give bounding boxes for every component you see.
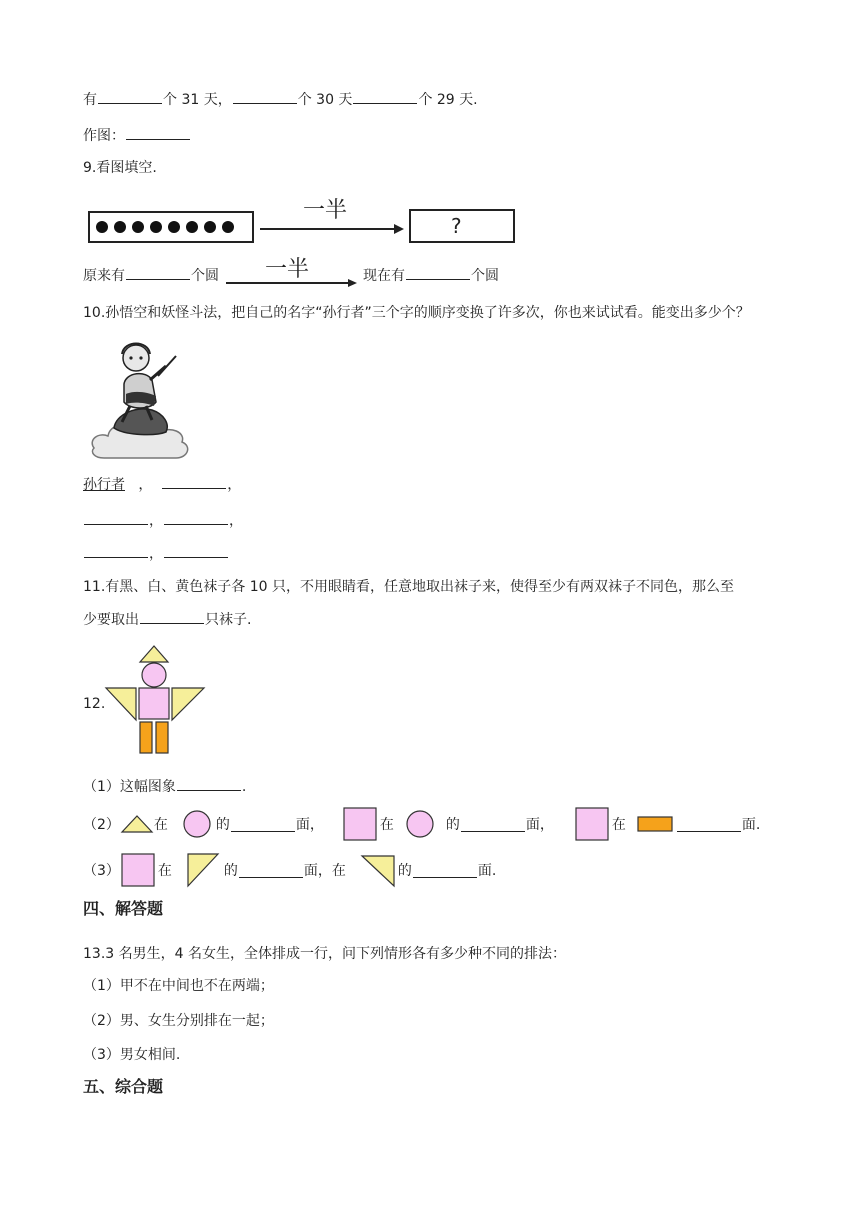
q10-given-answer: 孙行者 xyxy=(83,477,125,493)
square-icon xyxy=(120,852,158,888)
top-triangle-icon xyxy=(140,646,168,662)
q9-title: 9.看图填空. xyxy=(83,160,157,176)
orange-rectangle-icon xyxy=(636,814,676,834)
q12-part-3 xyxy=(83,852,496,888)
q9-blank-after[interactable] xyxy=(406,265,470,280)
q8-month-line xyxy=(83,89,478,110)
q12-2-side-2: 面， xyxy=(525,817,554,833)
q8-draw-blank[interactable] xyxy=(126,125,190,140)
q10-title: 10.孙悟空和妖怪斗法，把自己的名字“孙行者”三个字的顺序变换了许多次，你也来试试看。能变出多少个？ xyxy=(83,305,750,321)
left-triangle-icon xyxy=(360,852,398,888)
q10-comma-1: ， xyxy=(138,477,153,493)
q12-2-blank-3[interactable] xyxy=(677,817,741,832)
left-leg-icon xyxy=(140,722,152,753)
triangle-icon xyxy=(120,814,154,834)
q10-answer-line-2 xyxy=(83,510,243,531)
q12-part-1 xyxy=(83,776,246,797)
q12-3-blank-1[interactable] xyxy=(239,863,303,878)
dots-row xyxy=(96,221,234,233)
q10-blank-5[interactable] xyxy=(164,543,228,558)
q12-part-2 xyxy=(83,806,760,842)
q12-2-of-2: 的 xyxy=(445,817,460,833)
q12-2-in-1: 在 xyxy=(153,817,168,833)
q8-draw-line xyxy=(83,125,191,146)
q12-3-prefix: （3） xyxy=(83,863,120,879)
head-circle-icon xyxy=(142,663,166,687)
q12-2-of-1: 的 xyxy=(215,817,230,833)
right-triangle-icon xyxy=(172,688,204,720)
q8-draw-label: 作图： xyxy=(83,128,125,144)
q8-blank-29[interactable] xyxy=(353,89,417,104)
q13-title: 13.3 名男生，4 名女生，全体排成一行，问下列情形各有多少种不同的排法： xyxy=(83,946,566,962)
q11-text-a: 少要取出 xyxy=(83,612,139,628)
q10-blank-4[interactable] xyxy=(84,543,148,558)
q12-2-side-3: 面. xyxy=(741,817,761,833)
q12-3-blank-2[interactable] xyxy=(413,863,477,878)
q13-part-1: （1）甲不在中间也不在两端； xyxy=(83,978,274,994)
q8-blank-30[interactable] xyxy=(233,89,297,104)
half-arrow-head xyxy=(394,224,404,234)
square-icon xyxy=(340,806,380,842)
q12-3-of-1: 的 xyxy=(223,863,238,879)
q10-comma-5: ， xyxy=(149,546,163,562)
q10-blank-1[interactable] xyxy=(162,474,226,489)
monkey-king-illustration xyxy=(86,336,196,464)
result-box xyxy=(410,210,514,242)
circle-icon xyxy=(406,809,446,839)
q9-fill-line xyxy=(83,265,219,286)
q9-before-text: 原来有 xyxy=(83,268,125,284)
q8-text-3: 个 30 天 xyxy=(297,92,353,108)
q13-part-3: （3）男女相间. xyxy=(83,1047,181,1063)
half-label-bottom: 一半 xyxy=(265,257,310,282)
q9-fill-after xyxy=(363,265,499,286)
q12-3-in: 在 xyxy=(157,863,172,879)
q12-shape-figure xyxy=(104,644,208,756)
q12-1-blank[interactable] xyxy=(177,776,241,791)
q10-comma-4: ， xyxy=(229,513,243,529)
q10-answer-line-1 xyxy=(83,474,241,495)
body-square-icon xyxy=(139,688,169,719)
right-triangle-icon xyxy=(186,852,224,888)
q12-label: 12. xyxy=(83,696,106,712)
q10-comma-2: ， xyxy=(227,477,242,493)
q9-unit-1: 个圆 xyxy=(191,268,219,284)
section-4-heading: 四、解答题 xyxy=(83,899,164,918)
question-mark: ? xyxy=(451,214,462,238)
q12-2-blank-1[interactable] xyxy=(231,817,295,832)
q12-2-side-1: 面， xyxy=(295,817,324,833)
q9-unit-2: 个圆 xyxy=(471,268,499,284)
q11-text-b: 只袜子. xyxy=(205,612,252,628)
q12-2-blank-2[interactable] xyxy=(461,817,525,832)
q9-after-text: 现在有 xyxy=(363,268,405,284)
q11-line-1: 11.有黑、白、黄色袜子各 10 只，不用眼睛看，任意地取出袜子来，使得至少有两双袜子不同色，那么至 xyxy=(83,579,734,595)
q10-blank-3[interactable] xyxy=(164,510,228,525)
q8-text-4: 个 29 天. xyxy=(418,92,478,108)
half-label-top: 一半 xyxy=(303,198,348,223)
q12-2-in-3: 在 xyxy=(611,817,626,833)
q13-part-2: （2）男、女生分别排在一起； xyxy=(83,1013,274,1029)
circle-icon xyxy=(182,809,216,839)
q12-3-of-2: 的 xyxy=(397,863,412,879)
q12-1-end: . xyxy=(241,779,247,795)
q12-3-side-2: 面. xyxy=(477,863,497,879)
q10-comma-3: ， xyxy=(149,513,163,529)
left-triangle-icon xyxy=(106,688,136,720)
q8-blank-31[interactable] xyxy=(98,89,162,104)
q9-bottom-arrow xyxy=(226,278,358,288)
q10-answer-line-3 xyxy=(83,543,229,564)
q8-text-1: 有 xyxy=(83,92,97,108)
q8-text-2: 个 31 天， xyxy=(163,92,232,108)
q9-blank-before[interactable] xyxy=(126,265,190,280)
q11-blank[interactable] xyxy=(140,609,204,624)
q12-2-in-2: 在 xyxy=(379,817,394,833)
q11-line-2 xyxy=(83,609,251,630)
q12-3-side-1: 面，在 xyxy=(303,863,346,879)
q12-1-text: （1）这幅图象 xyxy=(83,779,176,795)
q12-2-prefix: （2） xyxy=(83,817,120,833)
section-5-heading: 五、综合题 xyxy=(83,1077,164,1096)
right-leg-icon xyxy=(156,722,168,753)
q10-blank-2[interactable] xyxy=(84,510,148,525)
square-icon xyxy=(572,806,612,842)
